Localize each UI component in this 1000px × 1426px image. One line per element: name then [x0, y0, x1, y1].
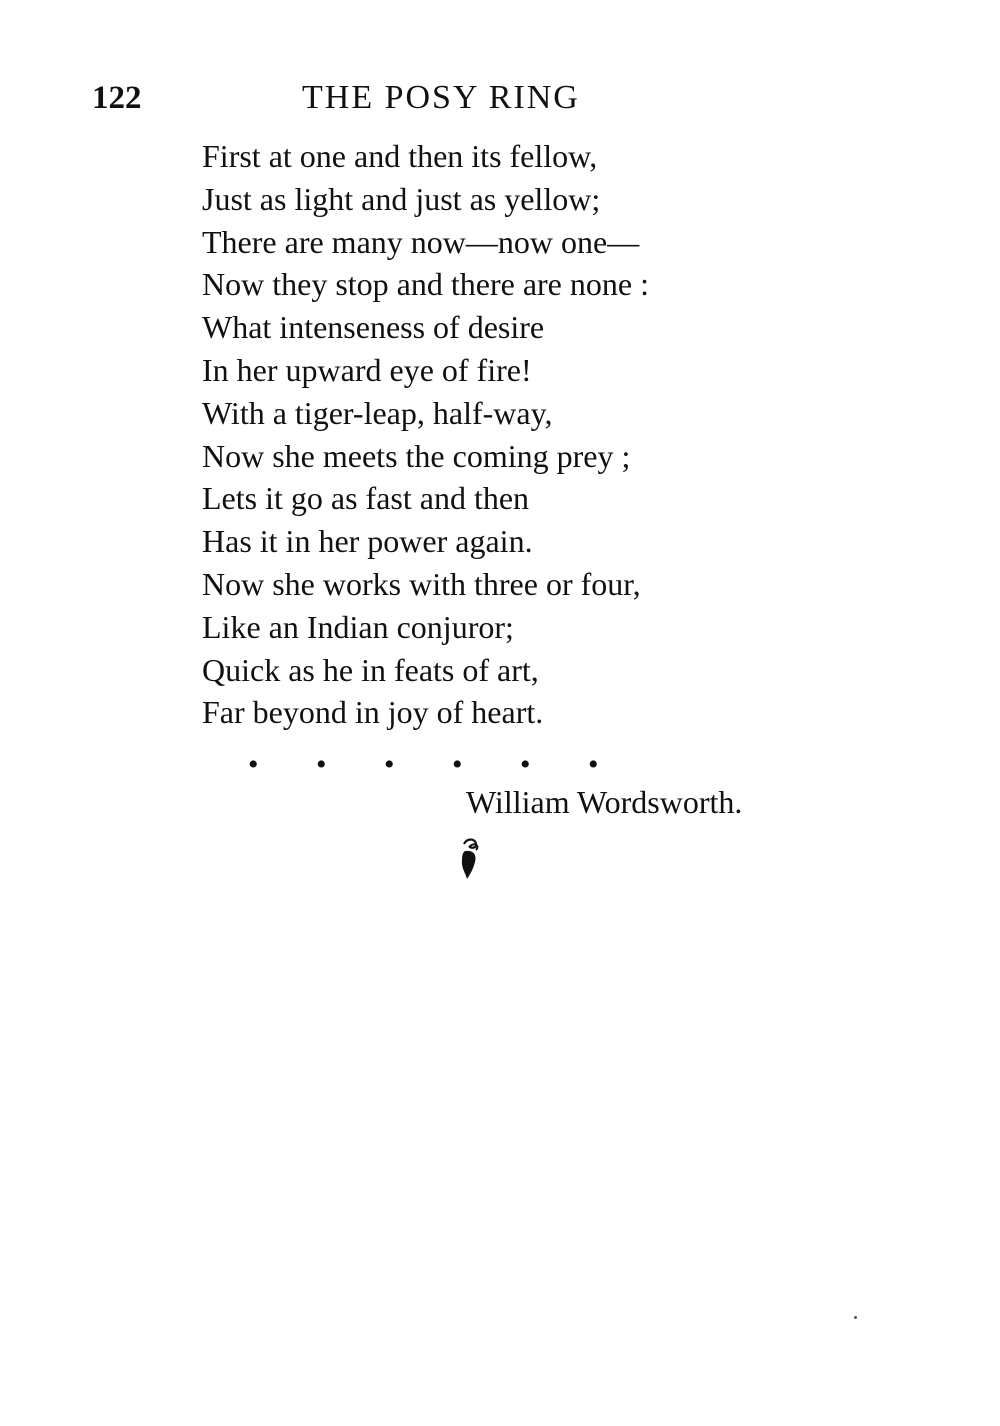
- omission-dots: • • • • • •: [248, 748, 599, 781]
- page-number: 122: [92, 80, 142, 116]
- poem-body: [202, 135, 649, 734]
- poem-line: Lets it go as fast and then: [202, 480, 530, 517]
- poem-line: Now she meets the coming prey ;: [202, 437, 631, 474]
- running-title: THE POSY RING: [302, 79, 580, 116]
- page-speck: [854, 1316, 857, 1319]
- poem-line: Just as light and just as yellow;: [202, 180, 601, 217]
- author-attribution: William Wordsworth.: [466, 784, 743, 820]
- poem-line: Quick as he in feats of art,: [202, 651, 539, 688]
- poem-line: In her upward eye of fire!: [202, 351, 532, 388]
- poem-line: With a tiger-leap, half-way,: [202, 394, 553, 431]
- poem-line: Far beyond in joy of heart.: [202, 694, 544, 731]
- poem-line: What intenseness of desire: [202, 309, 545, 346]
- poem-line: Like an Indian conjuror;: [202, 608, 514, 645]
- poem-line: First at one and then its fellow,: [202, 138, 598, 174]
- poem-line: Now she works with three or four,: [202, 565, 641, 602]
- poem-line: Now they stop and there are none :: [202, 266, 649, 303]
- leaf-ornament-icon: [455, 838, 485, 880]
- poem-line: There are many now—now one—: [202, 223, 640, 260]
- poem-line: Has it in her power again.: [202, 523, 533, 560]
